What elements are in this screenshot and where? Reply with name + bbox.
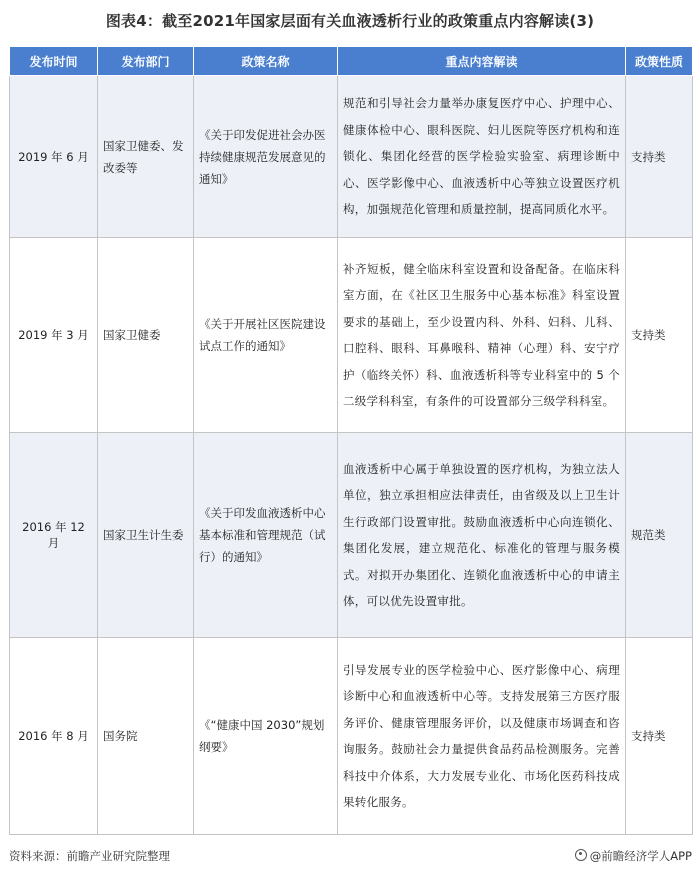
cell-policy-nature: 规范类 bbox=[626, 433, 693, 638]
cell-policy-nature: 支持类 bbox=[626, 238, 693, 433]
cell-policy-nature: 支持类 bbox=[626, 76, 693, 238]
header-policy-name: 政策名称 bbox=[194, 47, 338, 76]
chart-title: 图表4：截至2021年国家层面有关血液透析行业的政策重点内容解读(3) bbox=[105, 12, 595, 30]
brand-logo-icon bbox=[575, 849, 587, 861]
brand-credit bbox=[575, 848, 692, 864]
table-row bbox=[10, 433, 693, 638]
source-note: 资料来源：前瞻产业研究院整理 bbox=[9, 849, 170, 863]
cell-policy-name: 《“健康中国 2030”规划纲要》 bbox=[194, 638, 338, 835]
cell-department: 国家卫生计生委 bbox=[98, 433, 194, 638]
cell-key-content: 补齐短板，健全临床科室设置和设备配备。在临床科室方面，在《社区卫生服务中心基本标准》科室设置要求的基础上，至少设置内科、外科、妇科、儿科、口腔科、眼科、耳鼻喉科、精神（心理）科、安宁疗护（临终关怀）科、血液透析科等专业科室中的 5 个二级学科科室，有条件的可设置部分三级学科科室。 bbox=[338, 238, 626, 433]
table-header-row bbox=[10, 47, 693, 76]
cell-department: 国家卫健委 bbox=[98, 238, 194, 433]
table-row bbox=[10, 238, 693, 433]
cell-date: 2016 年 12 月 bbox=[10, 433, 98, 638]
header-release-date: 发布时间 bbox=[10, 47, 98, 76]
cell-policy-nature: 支持类 bbox=[626, 638, 693, 835]
header-key-content: 重点内容解读 bbox=[338, 47, 626, 76]
cell-department: 国家卫健委、发改委等 bbox=[98, 76, 194, 238]
policy-table bbox=[9, 46, 693, 835]
cell-policy-name: 《关于开展社区医院建设试点工作的通知》 bbox=[194, 238, 338, 433]
table-row bbox=[10, 76, 693, 238]
table-row bbox=[10, 638, 693, 835]
cell-policy-name: 《关于印发促进社会办医持续健康规范发展意见的通知》 bbox=[194, 76, 338, 238]
cell-date: 2016 年 8 月 bbox=[10, 638, 98, 835]
cell-policy-name: 《关于印发血液透析中心基本标准和管理规范（试行）的通知》 bbox=[194, 433, 338, 638]
cell-date: 2019 年 3 月 bbox=[10, 238, 98, 433]
brand-credit-text: @前瞻经济学人APP bbox=[589, 849, 692, 863]
cell-key-content: 规范和引导社会力量举办康复医疗中心、护理中心、健康体检中心、眼科医院、妇儿医院等医疗机构和连锁化、集团化经营的医学检验实验室、病理诊断中心、医学影像中心、血液透析中心等独立设置医疗机构，加强规范化管理和质量控制，提高同质化水平。 bbox=[338, 76, 626, 238]
cell-key-content: 引导发展专业的医学检验中心、医疗影像中心、病理诊断中心和血液透析中心等。支持发展第三方医疗服务评价、健康管理服务评价，以及健康市场调查和咨询服务。鼓励社会力量提供食品药品检测服务。完善科技中介体系，大力发展专业化、市场化医药科技成果转化服务。 bbox=[338, 638, 626, 835]
cell-date: 2019 年 6 月 bbox=[10, 76, 98, 238]
cell-key-content: 血液透析中心属于单独设置的医疗机构，为独立法人单位，独立承担相应法律责任，由省级及以上卫生计生行政部门设置审批。鼓励血液透析中心向连锁化、集团化发展，建立规范化、标准化的管理与服务模式。对拟开办集团化、连锁化血液透析中心的申请主体，可以优先设置审批。 bbox=[338, 433, 626, 638]
header-department: 发布部门 bbox=[98, 47, 194, 76]
cell-department: 国务院 bbox=[98, 638, 194, 835]
header-policy-nature: 政策性质 bbox=[626, 47, 693, 76]
